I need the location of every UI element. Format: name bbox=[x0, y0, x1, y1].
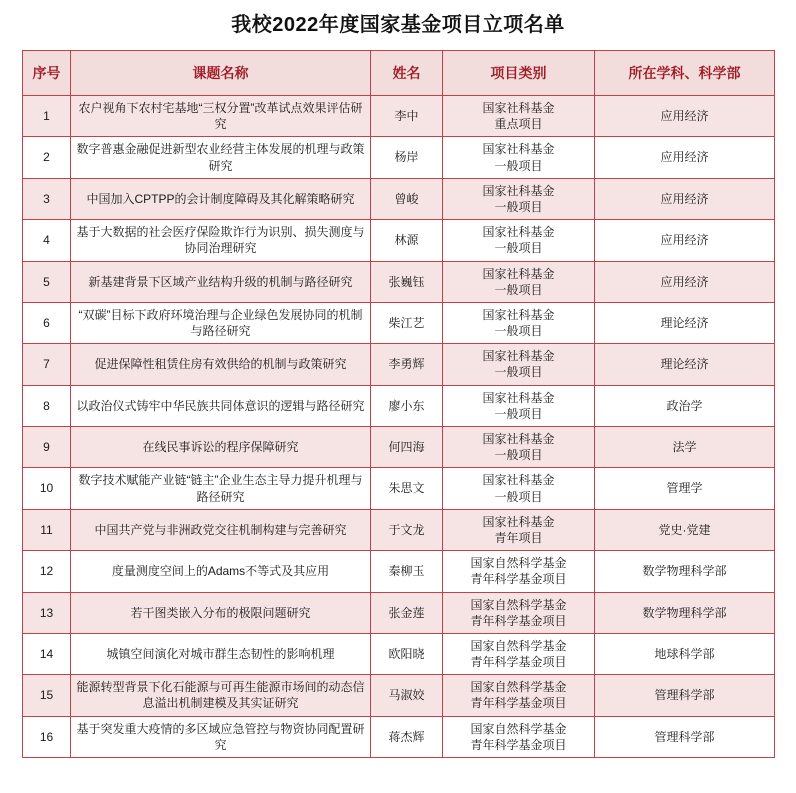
column-header-discipline: 所在学科、科学部 bbox=[595, 51, 775, 96]
cell-no: 7 bbox=[23, 344, 71, 385]
cell-project-category: 国家社科基金 一般项目 bbox=[443, 261, 595, 302]
table-row bbox=[23, 468, 775, 509]
table-row bbox=[23, 220, 775, 261]
cell-discipline: 数学物理科学部 bbox=[595, 551, 775, 592]
cell-applicant-name: 于文龙 bbox=[371, 509, 443, 550]
table-row bbox=[23, 509, 775, 550]
cell-project-title: 中国共产党与非洲政党交往机制构建与完善研究 bbox=[71, 509, 371, 550]
cell-no: 11 bbox=[23, 509, 71, 550]
table-header-row bbox=[23, 51, 775, 96]
table-row bbox=[23, 716, 775, 757]
cell-no: 9 bbox=[23, 427, 71, 468]
cell-no: 6 bbox=[23, 302, 71, 343]
cell-project-category: 国家社科基金 一般项目 bbox=[443, 344, 595, 385]
cell-discipline: 理论经济 bbox=[595, 344, 775, 385]
cell-discipline: 管理学 bbox=[595, 468, 775, 509]
table-row bbox=[23, 427, 775, 468]
table-row bbox=[23, 178, 775, 219]
cell-project-category: 国家社科基金 一般项目 bbox=[443, 220, 595, 261]
cell-project-title: 新基建背景下区域产业结构升级的机制与路径研究 bbox=[71, 261, 371, 302]
cell-no: 14 bbox=[23, 633, 71, 674]
cell-discipline: 应用经济 bbox=[595, 220, 775, 261]
cell-project-category: 国家自然科学基金 青年科学基金项目 bbox=[443, 551, 595, 592]
cell-project-title: 数字普惠金融促进新型农业经营主体发展的机理与政策研究 bbox=[71, 137, 371, 178]
cell-project-title: 能源转型背景下化石能源与可再生能源市场间的动态信息溢出机制建模及其实证研究 bbox=[71, 675, 371, 716]
cell-applicant-name: 张巍钰 bbox=[371, 261, 443, 302]
cell-applicant-name: 李中 bbox=[371, 96, 443, 137]
column-header-name: 姓名 bbox=[371, 51, 443, 96]
cell-project-title: 城镇空间演化对城市群生态韧性的影响机理 bbox=[71, 633, 371, 674]
cell-applicant-name: 林源 bbox=[371, 220, 443, 261]
cell-applicant-name: 秦柳玉 bbox=[371, 551, 443, 592]
table-body bbox=[23, 96, 775, 758]
cell-project-title: 在线民事诉讼的程序保障研究 bbox=[71, 427, 371, 468]
table-row bbox=[23, 261, 775, 302]
table-row bbox=[23, 675, 775, 716]
cell-project-category: 国家自然科学基金 青年科学基金项目 bbox=[443, 633, 595, 674]
cell-applicant-name: 柴江艺 bbox=[371, 302, 443, 343]
cell-discipline: 应用经济 bbox=[595, 96, 775, 137]
cell-no: 12 bbox=[23, 551, 71, 592]
cell-project-title: 基于突发重大疫情的多区域应急管控与物资协同配置研究 bbox=[71, 716, 371, 757]
cell-project-category: 国家自然科学基金 青年科学基金项目 bbox=[443, 716, 595, 757]
cell-project-title: 度量测度空间上的Adams不等式及其应用 bbox=[71, 551, 371, 592]
cell-project-category: 国家自然科学基金 青年科学基金项目 bbox=[443, 592, 595, 633]
cell-project-title: 农户视角下农村宅基地“三权分置”改革试点效果评估研究 bbox=[71, 96, 371, 137]
cell-applicant-name: 马淑姣 bbox=[371, 675, 443, 716]
table-row bbox=[23, 137, 775, 178]
cell-no: 3 bbox=[23, 178, 71, 219]
cell-discipline: 数学物理科学部 bbox=[595, 592, 775, 633]
column-header-category: 项目类别 bbox=[443, 51, 595, 96]
cell-applicant-name: 何四海 bbox=[371, 427, 443, 468]
page-title: 我校2022年度国家基金项目立项名单 bbox=[231, 14, 565, 36]
cell-no: 10 bbox=[23, 468, 71, 509]
cell-applicant-name: 蒋杰辉 bbox=[371, 716, 443, 757]
cell-project-title: 以政治仪式铸牢中华民族共同体意识的逻辑与路径研究 bbox=[71, 385, 371, 426]
table-row bbox=[23, 302, 775, 343]
cell-project-category: 国家社科基金 青年项目 bbox=[443, 509, 595, 550]
cell-project-title: 中国加入CPTPP的会计制度障碍及其化解策略研究 bbox=[71, 178, 371, 219]
cell-applicant-name: 张金莲 bbox=[371, 592, 443, 633]
column-header-no: 序号 bbox=[23, 51, 71, 96]
table-row bbox=[23, 96, 775, 137]
cell-project-title: 若干图类嵌入分布的极限问题研究 bbox=[71, 592, 371, 633]
cell-project-category: 国家社科基金 一般项目 bbox=[443, 137, 595, 178]
cell-project-category: 国家社科基金 一般项目 bbox=[443, 385, 595, 426]
cell-discipline: 党史·党建 bbox=[595, 509, 775, 550]
cell-project-title: “双碳”目标下政府环境治理与企业绿色发展协同的机制与路径研究 bbox=[71, 302, 371, 343]
cell-project-category: 国家社科基金 一般项目 bbox=[443, 468, 595, 509]
cell-no: 15 bbox=[23, 675, 71, 716]
cell-project-category: 国家社科基金 一般项目 bbox=[443, 178, 595, 219]
cell-discipline: 理论经济 bbox=[595, 302, 775, 343]
cell-discipline: 管理科学部 bbox=[595, 716, 775, 757]
cell-applicant-name: 杨岸 bbox=[371, 137, 443, 178]
cell-project-title: 数字技术赋能产业链“链主”企业生态主导力提升机理与路径研究 bbox=[71, 468, 371, 509]
cell-applicant-name: 李勇辉 bbox=[371, 344, 443, 385]
cell-discipline: 地球科学部 bbox=[595, 633, 775, 674]
cell-project-category: 国家社科基金 一般项目 bbox=[443, 302, 595, 343]
cell-no: 2 bbox=[23, 137, 71, 178]
table-row bbox=[23, 385, 775, 426]
cell-project-category: 国家自然科学基金 青年科学基金项目 bbox=[443, 675, 595, 716]
cell-no: 13 bbox=[23, 592, 71, 633]
cell-applicant-name: 廖小东 bbox=[371, 385, 443, 426]
table-row bbox=[23, 592, 775, 633]
grant-project-table bbox=[22, 50, 775, 758]
cell-applicant-name: 朱思文 bbox=[371, 468, 443, 509]
cell-no: 16 bbox=[23, 716, 71, 757]
table-row bbox=[23, 344, 775, 385]
cell-project-category: 国家社科基金 重点项目 bbox=[443, 96, 595, 137]
cell-discipline: 应用经济 bbox=[595, 178, 775, 219]
table-row bbox=[23, 633, 775, 674]
cell-no: 4 bbox=[23, 220, 71, 261]
column-header-title: 课题名称 bbox=[71, 51, 371, 96]
cell-applicant-name: 欧阳晓 bbox=[371, 633, 443, 674]
cell-no: 8 bbox=[23, 385, 71, 426]
cell-applicant-name: 曾峻 bbox=[371, 178, 443, 219]
cell-discipline: 法学 bbox=[595, 427, 775, 468]
cell-project-title: 基于大数据的社会医疗保险欺诈行为识别、损失测度与协同治理研究 bbox=[71, 220, 371, 261]
cell-discipline: 应用经济 bbox=[595, 261, 775, 302]
cell-discipline: 政治学 bbox=[595, 385, 775, 426]
cell-project-title: 促进保障性租赁住房有效供给的机制与政策研究 bbox=[71, 344, 371, 385]
cell-project-category: 国家社科基金 一般项目 bbox=[443, 427, 595, 468]
cell-no: 1 bbox=[23, 96, 71, 137]
cell-discipline: 应用经济 bbox=[595, 137, 775, 178]
cell-no: 5 bbox=[23, 261, 71, 302]
table-row bbox=[23, 551, 775, 592]
cell-discipline: 管理科学部 bbox=[595, 675, 775, 716]
